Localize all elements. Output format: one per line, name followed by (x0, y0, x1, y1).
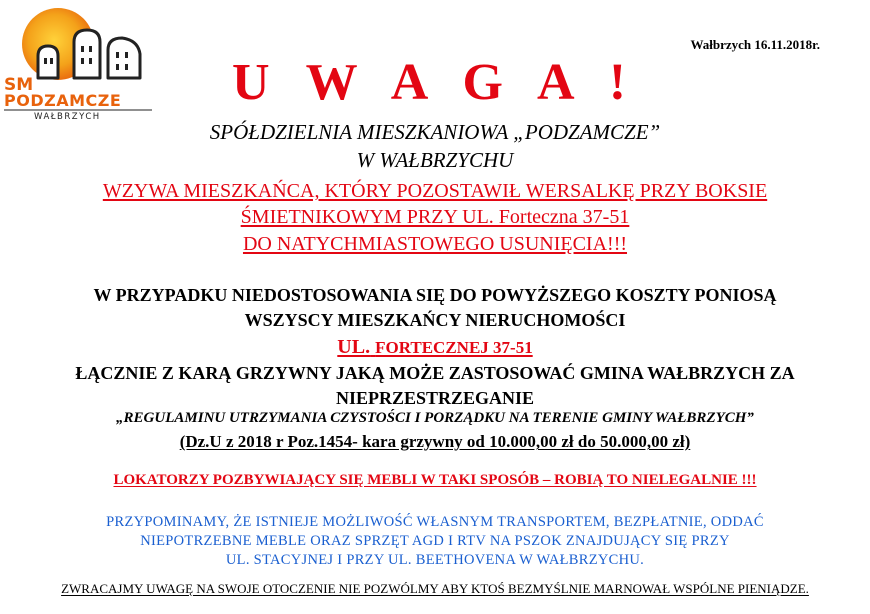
reminder-line-2: NIEPOTRZEBNE MEBLE ORAZ SPRZĘT AGD I RTV NA PSZOK ZNAJDUJĄCY SIĘ PRZY (140, 533, 730, 549)
consequence-address (0, 336, 870, 359)
organization-line-1: SPÓŁDZIELNIA MIESZKANIOWA „PODZAMCZE” (209, 120, 661, 144)
consequence-line-2: WSZYSCY MIESZKAŃCY NIERUCHOMOŚCI (244, 310, 626, 330)
consequence-line-1: W PRZYPADKU NIEDOSTOSOWANIA SIĘ DO POWYŻSZEGO KOSZTY PONIOSĄ (93, 285, 777, 305)
footer-appeal: ZWRACAJMY UWAGĘ NA SWOJE OTOCZENIE NIE POZWÓLMY ABY KTOŚ BEZMYŚLNIE MARNOWAŁ WSPÓLNE PIENIĄDZE. (61, 581, 809, 596)
regulation-title: „REGULAMINU UTRZYMANIA CZYSTOŚCI I PORZĄDKU NA TERENIE GMINY WAŁBRZYCH” (116, 410, 754, 426)
consequence-line-5: NIEPRZESTRZEGANIE (335, 388, 535, 408)
reminder-line-1: PRZYPOMINAMY, ŻE ISTNIEJE MOŻLIWOŚĆ WŁASNYM TRANSPORTEM, BEZPŁATNIE, ODDAĆ (106, 514, 764, 530)
summons-line-3: DO NATYCHMIASTOWEGO USUNIĘCIA!!! (242, 233, 628, 255)
notice-date: Wałbrzych 16.11.2018r. (690, 37, 820, 52)
address-street: FORTECZNEJ 37-51 (375, 338, 533, 357)
reminder-line-3: UL. STACYJNEJ I PRZY UL. BEETHOVENA W WAŁBRZYCHU. (225, 552, 645, 568)
summons-line-1: WZYWA MIESZKAŃCA, KTÓRY POZOSTAWIŁ WERSALKĘ PRZY BOKSIE (102, 180, 768, 202)
logo-city-text: WAŁBRZYCH (34, 112, 101, 120)
summons-line-2: ŚMIETNIKOWYM PRZY UL. Forteczna 37-51 (240, 206, 630, 228)
notice-title: U W A G A ! (231, 54, 639, 111)
organization-line-2: W WAŁBRZYCHU (356, 148, 514, 172)
illegal-warning: LOKATORZY POZBYWIAJĄCY SIĘ MEBLI W TAKI SPOSÓB – ROBIĄ TO NIELEGALNIE !!! (113, 472, 757, 488)
logo-name-text: PODZAMCZE (4, 91, 122, 110)
consequence-line-4: ŁĄCZNIE Z KARĄ GRZYWNY JAKĄ MOŻE ZASTOSOWAĆ GMINA WAŁBRZYCH ZA (75, 363, 795, 383)
legal-reference: (Dz.U z 2018 r Poz.1454- kara grzywny od 10.000,00 zł do 50.000,00 zł) (179, 432, 691, 451)
address-prefix: UL. (337, 336, 371, 358)
logo-sm-text: SM (4, 75, 34, 95)
